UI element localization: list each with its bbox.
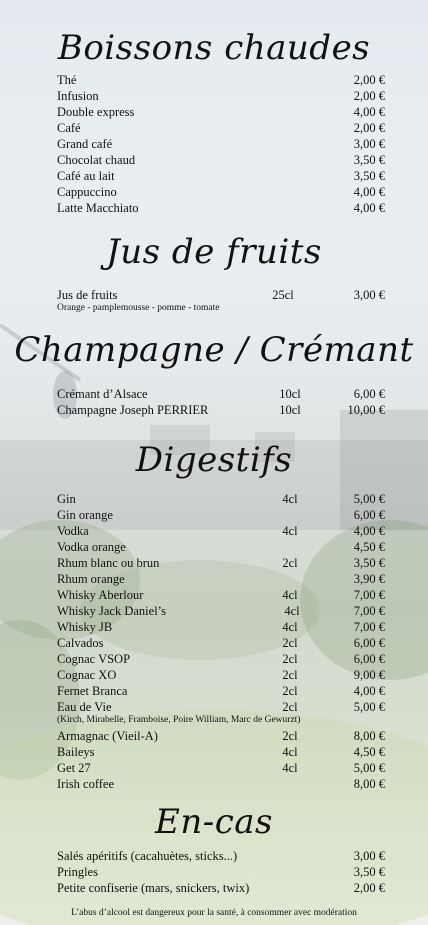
item-name: Armagnac (Vieil-A) — [57, 729, 158, 743]
item-volume: 2cl — [282, 729, 298, 743]
item-price: 4,00 € — [353, 524, 385, 538]
menu-item — [57, 152, 385, 168]
item-name: Vodka orange — [57, 540, 126, 554]
item-name: Latte Macchiato — [57, 201, 139, 215]
section-title-digestifs: Digestifs — [135, 440, 293, 480]
menu-item — [57, 619, 385, 635]
item-volume: 10cl — [279, 387, 301, 401]
item-name: Baileys — [57, 745, 95, 759]
item-name: Whisky Jack Daniel’s — [57, 604, 167, 618]
item-name: Vodka — [57, 524, 89, 538]
item-name: Crémant d’Alsace — [57, 387, 148, 401]
item-price: 6,00 € — [353, 636, 385, 650]
menu-item — [57, 184, 385, 200]
item-name: Cappuccino — [57, 185, 117, 199]
menu-item — [57, 507, 385, 523]
menu-item — [57, 88, 385, 104]
item-volume: 2cl — [282, 668, 298, 682]
item-volume: 4cl — [284, 604, 300, 618]
item-price: 7,00 € — [353, 604, 385, 618]
item-volume: 2cl — [282, 700, 298, 714]
item-note: (Kirch, Mirabelle, Framboise, Poire William, Marc de Gewurzt) — [57, 715, 301, 725]
item-volume: 10cl — [279, 403, 301, 417]
menu-item — [57, 776, 385, 792]
item-volume: 2cl — [282, 652, 298, 666]
section-title-champagne: Champagne / Crémant — [14, 330, 414, 370]
item-price: 6,00 € — [353, 652, 385, 666]
menu-item — [57, 402, 385, 418]
item-price: 3,50 € — [353, 153, 385, 167]
menu-item — [57, 635, 385, 651]
item-name: Thé — [57, 73, 77, 87]
item-name: Whisky Aberlour — [57, 588, 144, 602]
item-price: 3,90 € — [353, 572, 385, 586]
menu-item — [57, 120, 385, 136]
menu-item — [57, 683, 385, 699]
item-price: 2,00 € — [353, 121, 385, 135]
menu-item — [57, 571, 385, 587]
item-price: 3,50 € — [353, 556, 385, 570]
item-name: Salés apéritifs (cacahuètes, sticks...) — [57, 849, 238, 863]
menu-item — [57, 104, 385, 120]
item-price: 4,00 € — [353, 185, 385, 199]
section-title-en-cas: En-cas — [155, 802, 273, 842]
item-price: 8,00 € — [353, 777, 385, 791]
item-price: 7,00 € — [353, 588, 385, 602]
item-price: 5,00 € — [353, 700, 385, 714]
menu-item — [57, 744, 385, 760]
item-volume: 4cl — [282, 492, 298, 506]
item-price: 2,00 € — [353, 881, 385, 895]
menu-item — [57, 200, 385, 216]
item-name: Whisky JB — [57, 620, 113, 634]
menu-item — [57, 760, 385, 776]
item-name: Eau de Vie — [57, 700, 112, 714]
item-price: 5,00 € — [353, 761, 385, 775]
item-price: 6,00 € — [353, 508, 385, 522]
item-name: Get 27 — [57, 761, 91, 775]
menu-item — [57, 72, 385, 88]
item-name: Grand café — [57, 137, 113, 151]
menu-item — [57, 848, 385, 864]
item-volume: 25cl — [272, 288, 294, 302]
item-name: Rhum orange — [57, 572, 125, 586]
item-price: 3,50 € — [353, 865, 385, 879]
menu-item — [57, 603, 385, 619]
menu-item — [57, 168, 385, 184]
item-price: 3,00 € — [353, 849, 385, 863]
item-volume: 4cl — [282, 588, 298, 602]
item-name: Chocolat chaud — [57, 153, 136, 167]
item-name: Cognac VSOP — [57, 652, 131, 666]
item-name: Fernet Branca — [57, 684, 128, 698]
item-price: 4,00 € — [353, 201, 385, 215]
menu-item — [57, 555, 385, 571]
menu-item — [57, 667, 385, 683]
item-price: 4,00 € — [353, 684, 385, 698]
item-name: Irish coffee — [57, 777, 115, 791]
menu-item — [57, 699, 385, 715]
item-price: 3,00 € — [353, 137, 385, 151]
item-name: Gin orange — [57, 508, 113, 522]
section-title-boissons-chaudes: Boissons chaudes — [57, 28, 371, 68]
section-title-jus-de-fruits: Jus de fruits — [106, 232, 322, 272]
item-volume: 2cl — [282, 556, 298, 570]
item-name: Cognac XO — [57, 668, 117, 682]
item-price: 3,50 € — [353, 169, 385, 183]
item-volume: 4cl — [282, 761, 298, 775]
menu-item — [57, 386, 385, 402]
item-price: 5,00 € — [353, 492, 385, 506]
item-note: Orange - pamplemousse - pomme - tomate — [57, 303, 220, 313]
menu-item — [57, 491, 385, 507]
item-name: Calvados — [57, 636, 104, 650]
menu-item — [57, 539, 385, 555]
item-volume: 4cl — [282, 745, 298, 759]
item-price: 7,00 € — [353, 620, 385, 634]
item-price: 2,00 € — [353, 73, 385, 87]
menu-item — [57, 651, 385, 667]
item-volume: 2cl — [282, 636, 298, 650]
menu-item — [57, 587, 385, 603]
item-name: Petite confiserie (mars, snickers, twix) — [57, 881, 250, 895]
menu-item — [57, 880, 385, 896]
menu-item — [57, 864, 385, 880]
menu-item — [57, 728, 385, 744]
item-price: 8,00 € — [353, 729, 385, 743]
item-price: 4,50 € — [353, 540, 385, 554]
menu-item — [57, 287, 385, 303]
item-name: Champagne Joseph PERRIER — [57, 403, 209, 417]
item-volume: 4cl — [282, 524, 298, 538]
item-price: 3,00 € — [353, 288, 385, 302]
item-volume: 4cl — [282, 620, 298, 634]
item-price: 2,00 € — [353, 89, 385, 103]
item-price: 10,00 € — [347, 403, 385, 417]
item-name: Gin — [57, 492, 76, 506]
item-price: 4,50 € — [353, 745, 385, 759]
item-name: Café au lait — [57, 169, 115, 183]
item-name: Rhum blanc ou brun — [57, 556, 160, 570]
item-price: 6,00 € — [353, 387, 385, 401]
item-price: 9,00 € — [353, 668, 385, 682]
item-name: Infusion — [57, 89, 99, 103]
menu-item — [57, 523, 385, 539]
item-price: 4,00 € — [353, 105, 385, 119]
menu-item — [57, 136, 385, 152]
item-name: Pringles — [57, 865, 98, 879]
item-name: Double express — [57, 105, 135, 119]
item-name: Café — [57, 121, 81, 135]
health-warning: L’abus d’alcool est dangereux pour la santé, à consommer avec modération — [71, 908, 357, 918]
item-name: Jus de fruits — [57, 288, 118, 302]
item-volume: 2cl — [282, 684, 298, 698]
